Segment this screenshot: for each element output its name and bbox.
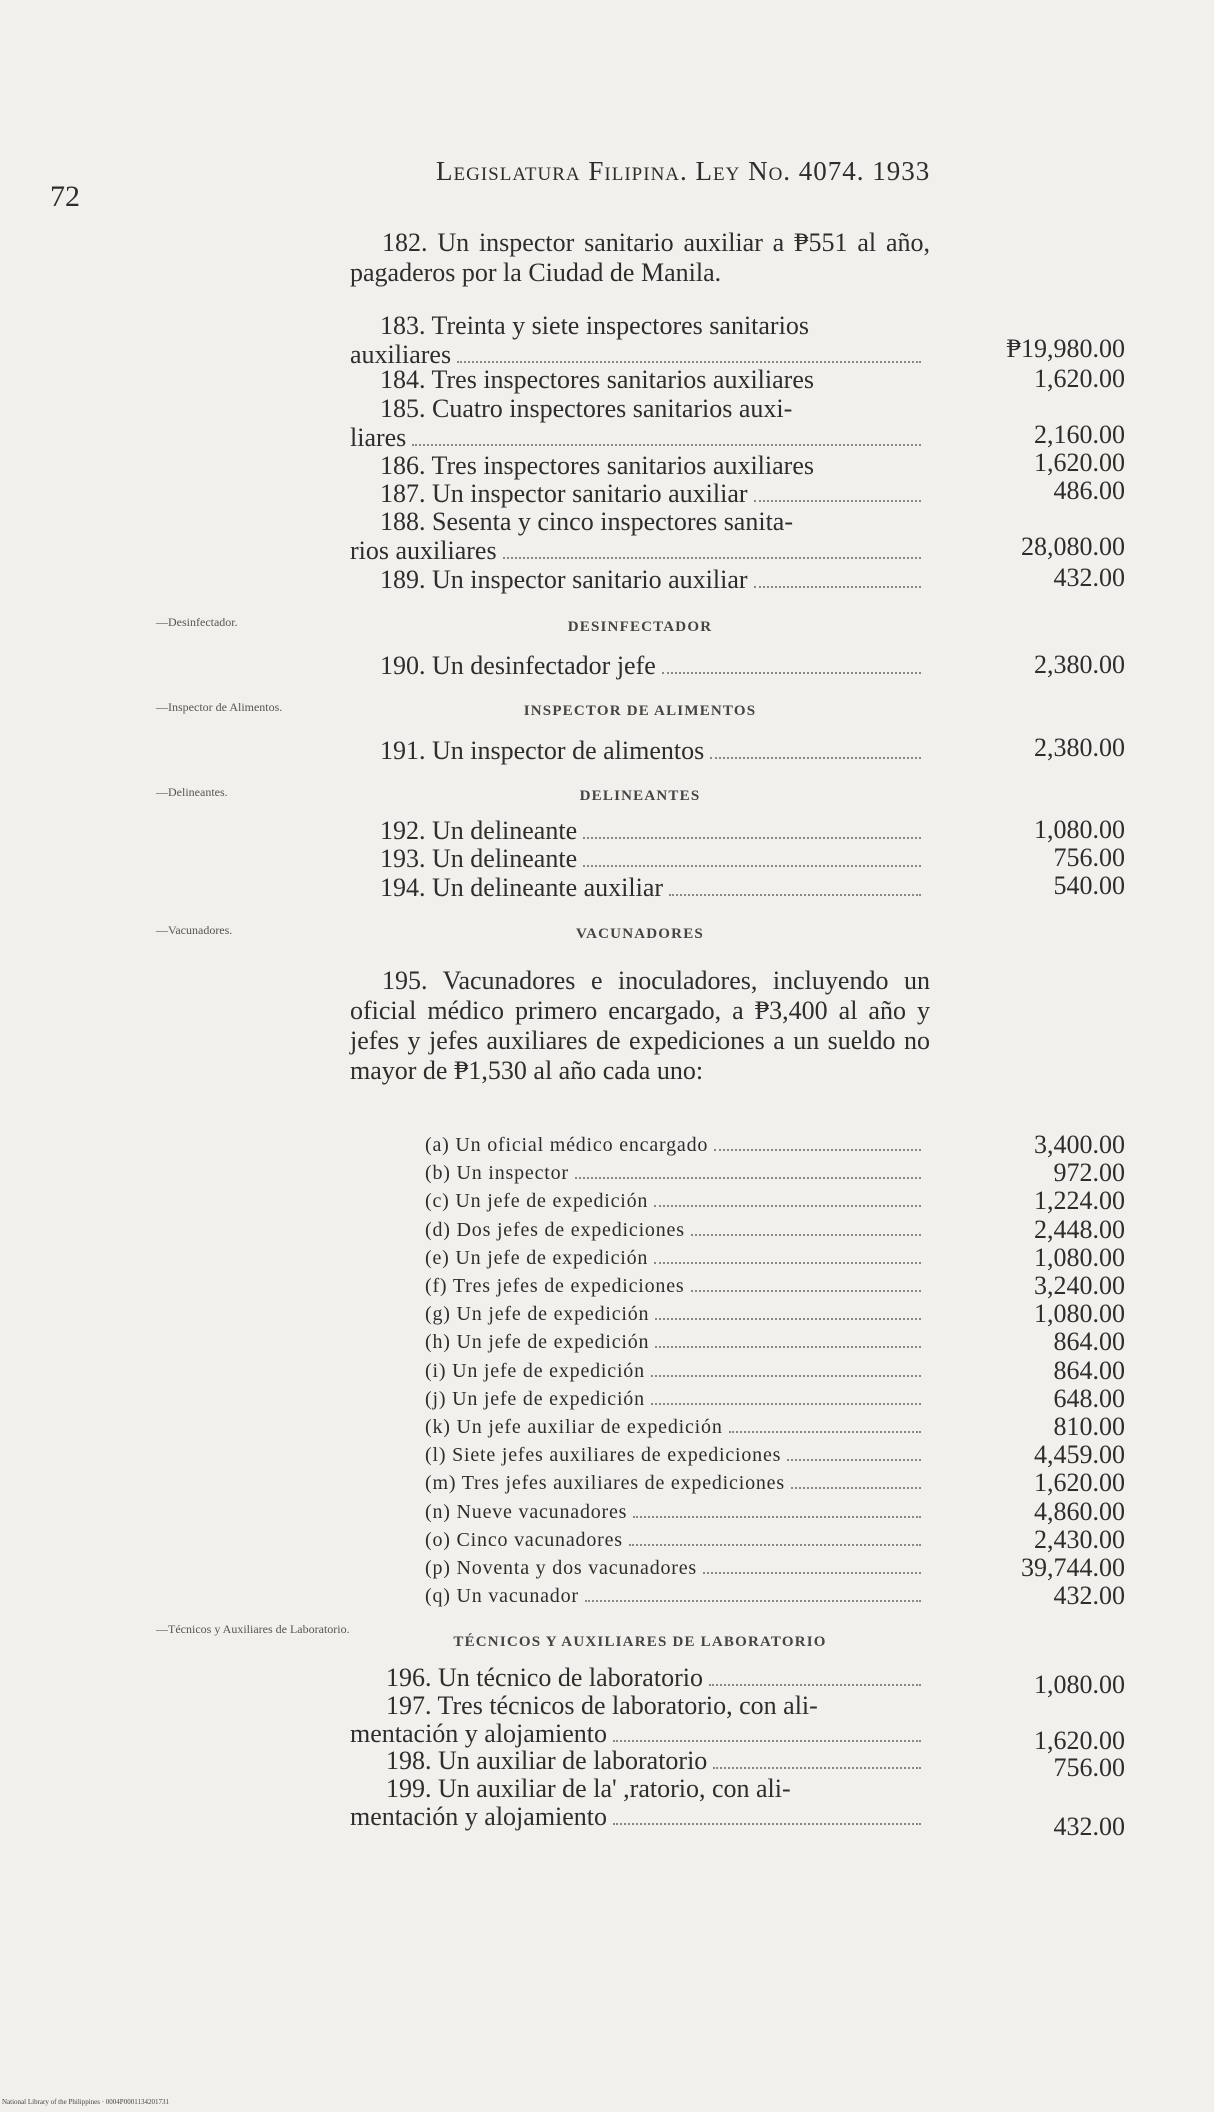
item-188-line2 [350,537,925,565]
item-190-amount: 2,380.00 [1034,650,1125,679]
leader-dots [575,1177,921,1179]
leader-dots [754,500,921,502]
running-header: Legislatura Filipina. Ley No. 4074. 1933 [436,156,931,186]
leader-dots [655,1346,921,1348]
leader-dots [709,1684,921,1686]
item-185-line1: 185. Cuatro inspectores sanitarios auxi- [380,394,793,423]
sub-item [425,1331,925,1354]
sub-item-label: (p) Noventa y dos vacunadores [425,1557,698,1579]
sub-item [425,1275,925,1298]
item-187-label: 187. Un inspector sanitario auxiliar [380,479,748,508]
item-193-label: 193. Un delineante [380,844,578,873]
sub-item-label: (o) Cinco vacunadores [425,1529,623,1551]
leader-dots [713,1767,921,1769]
leader-dots [662,672,921,674]
item-199-amount: 432.00 [1053,1812,1125,1841]
item-185-label: liares [350,423,407,452]
sub-item-amount: 864.00 [1053,1356,1125,1385]
sub-item [425,1162,925,1185]
item-184-amount: 1,620.00 [1034,364,1125,393]
sub-item-amount: 2,448.00 [1034,1215,1125,1244]
sub-item [425,1303,925,1326]
leader-dots [714,1149,921,1151]
item-196-label: 196. Un técnico de laboratorio [386,1663,703,1692]
sub-item [425,1585,925,1608]
leader-dots [754,586,921,588]
leader-dots [503,557,921,559]
sub-item [425,1219,925,1242]
sub-item [425,1501,925,1524]
scan-footer: National Library of the Philippines · 0004P0001134201731 [2,2098,169,2106]
sub-item-amount: 2,430.00 [1034,1525,1125,1554]
sub-item-label: (l) Siete jefes auxiliares de expediciones [425,1444,782,1466]
item-186-amount: 1,620.00 [1034,448,1125,477]
item-183-amount: ₱19,980.00 [1006,334,1125,363]
section-vacunadores: VACUNADORES [576,926,704,942]
item-183-line1: 183. Treinta y siete inspectores sanitarios [380,311,809,340]
margin-note-desinfectador: —Desinfectador. [156,615,238,629]
leader-dots [629,1544,921,1546]
leader-dots [585,1600,921,1602]
sub-item [425,1472,925,1495]
item-198 [350,1747,925,1775]
item-185-amount: 2,160.00 [1034,420,1125,449]
sub-item [425,1134,925,1157]
item-190-label: 190. Un desinfectador jefe [380,651,656,680]
item-187-amount: 486.00 [1053,476,1125,505]
section-tecnicos: TÉCNICOS Y AUXILIARES DE LABORATORIO [453,1634,827,1650]
leader-dots [669,894,921,896]
leader-dots [791,1487,921,1489]
sub-item [425,1557,925,1580]
item-194-label: 194. Un delineante auxiliar [380,873,664,902]
item-192-amount: 1,080.00 [1034,815,1125,844]
sub-item [425,1529,925,1552]
leader-dots [703,1572,921,1574]
sub-item-amount: 864.00 [1053,1327,1125,1356]
sub-item-label: (d) Dos jefes de expediciones [425,1219,685,1241]
sub-item-label: (j) Un jefe de expedición [425,1388,645,1410]
sub-item-label: (q) Un vacunador [425,1585,579,1607]
sub-item-label: (e) Un jefe de expedición [425,1247,649,1269]
leader-dots [613,1823,921,1825]
item-191 [350,737,925,765]
item-196-amount: 1,080.00 [1034,1670,1125,1699]
sub-item-label: (n) Nueve vacunadores [425,1501,628,1523]
item-186 [350,452,925,480]
leader-dots [654,1262,921,1264]
sub-item [425,1444,925,1467]
item-191-label: 191. Un inspector de alimentos [380,736,705,765]
item-198-amount: 756.00 [1053,1753,1125,1782]
item-190 [350,652,925,680]
sub-item-label: (h) Un jefe de expedición [425,1331,650,1353]
item-197-amount: 1,620.00 [1034,1726,1125,1755]
item-191-amount: 2,380.00 [1034,733,1125,762]
item-186-label: 186. Tres inspectores sanitarios auxiliares [380,451,814,480]
item-197-label: mentación y alojamiento [350,1719,608,1748]
sub-item [425,1416,925,1439]
item-189-amount: 432.00 [1053,563,1125,592]
sub-item [425,1360,925,1383]
item-198-label: 198. Un auxiliar de laboratorio [386,1746,708,1775]
item-195-text: 195. Vacunadores e inoculadores, incluyendo un oficial médico primero encargado, a ₱3,400 al año y jefes y jefes auxiliares de expediciones a un sueldo no mayor de ₱1,530 al año cada uno: [350,966,930,1085]
leader-dots [654,1205,921,1207]
leader-dots [651,1403,921,1405]
sub-item-amount: 648.00 [1053,1384,1125,1413]
item-189 [350,566,925,594]
item-199-line1: 199. Un auxiliar de la' ,ratorio, con ali- [386,1774,791,1803]
margin-note-tecnicos: —Técnicos y Auxiliares de Laboratorio. [156,1622,350,1636]
page-number: 72 [50,180,80,213]
margin-note-delineantes: —Delineantes. [156,785,228,799]
leader-dots [787,1459,921,1461]
sub-item-amount: 3,240.00 [1034,1271,1125,1300]
item-194-amount: 540.00 [1053,871,1125,900]
leader-dots [729,1431,921,1433]
item-197-line1: 197. Tres técnicos de laboratorio, con ali- [386,1691,818,1720]
item-189-label: 189. Un inspector sanitario auxiliar [380,565,748,594]
section-delineantes: DELINEANTES [579,788,701,804]
sub-item [425,1190,925,1213]
leader-dots [613,1740,921,1742]
sub-item [425,1388,925,1411]
sub-item-label: (f) Tres jefes de expediciones [425,1275,685,1297]
sub-item-amount: 4,459.00 [1034,1440,1125,1469]
sub-item-label: (a) Un oficial médico encargado [425,1134,709,1156]
sub-item-label: (i) Un jefe de expedición [425,1360,645,1382]
leader-dots [583,865,921,867]
sub-item-amount: 1,224.00 [1034,1186,1125,1215]
margin-note-vacunadores: —Vacunadores. [156,923,233,937]
section-inspector-alimentos: INSPECTOR DE ALIMENTOS [523,703,757,719]
item-188-amount: 28,080.00 [1021,532,1125,561]
sub-item-amount: 972.00 [1053,1158,1125,1187]
sub-item-amount: 1,080.00 [1034,1299,1125,1328]
sub-item-amount: 1,080.00 [1034,1243,1125,1272]
item-199-line2 [350,1803,925,1831]
leader-dots [633,1516,921,1518]
sub-item-label: (b) Un inspector [425,1162,569,1184]
sub-item-label: (c) Un jefe de expedición [425,1190,649,1212]
item-193 [350,845,925,873]
item-193-amount: 756.00 [1053,843,1125,872]
item-182-text: 182. Un inspector sanitario auxiliar a ₱551 al año, pagaderos por la Ciudad de Manila. [350,228,930,287]
sub-item-amount: 1,620.00 [1034,1468,1125,1497]
item-196 [350,1664,925,1692]
item-183-label: auxiliares [350,340,452,369]
leader-dots [710,757,921,759]
item-192-label: 192. Un delineante [380,816,578,845]
item-187 [350,480,925,508]
leader-dots [651,1375,921,1377]
item-192 [350,817,925,845]
item-184-label: 184. Tres inspectores sanitarios auxiliares [380,365,814,394]
section-desinfectador: DESINFECTADOR [567,619,713,635]
item-188-label: rios auxiliares [350,536,497,565]
sub-item [425,1247,925,1270]
item-199-label: mentación y alojamiento [350,1802,608,1831]
sub-item-amount: 39,744.00 [1021,1553,1125,1582]
leader-dots [412,444,921,446]
sub-item-label: (g) Un jefe de expedición [425,1303,650,1325]
sub-item-label: (m) Tres jefes auxiliares de expediciones [425,1472,785,1494]
leader-dots [691,1290,922,1292]
leader-dots [583,837,921,839]
margin-note-inspector-alimentos: —Inspector de Alimentos. [156,700,283,714]
leader-dots [691,1234,921,1236]
sub-item-amount: 3,400.00 [1034,1130,1125,1159]
sub-item-amount: 432.00 [1053,1581,1125,1610]
item-194 [350,874,925,902]
item-188-line1: 188. Sesenta y cinco inspectores sanita- [380,507,793,536]
leader-dots [457,361,921,363]
leader-dots [655,1318,921,1320]
sub-item-amount: 810.00 [1053,1412,1125,1441]
item-197-line2 [350,1720,925,1748]
item-184 [350,366,925,394]
item-185-line2 [350,424,925,452]
sub-item-amount: 4,860.00 [1034,1497,1125,1526]
sub-item-label: (k) Un jefe auxiliar de expedición [425,1416,723,1438]
